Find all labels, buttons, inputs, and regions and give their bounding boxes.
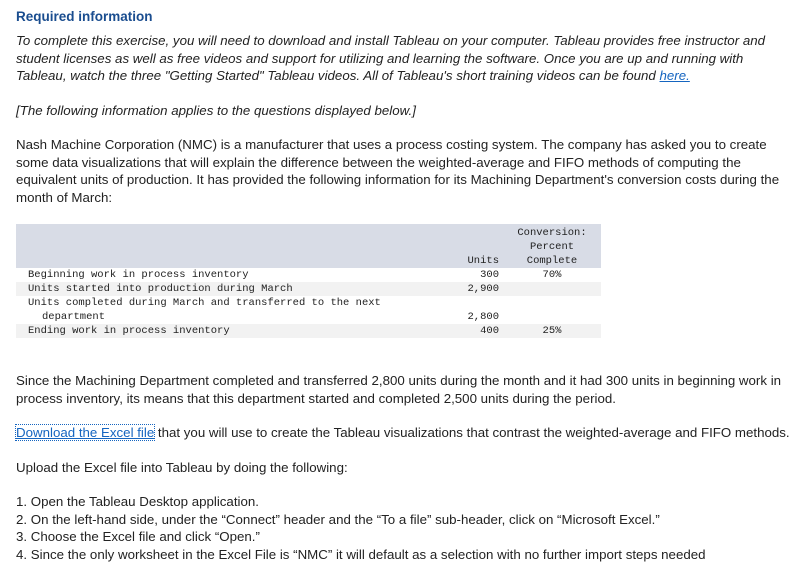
row-label: Units started into production during March (16, 282, 435, 296)
row-label: Ending work in process inventory (16, 324, 435, 338)
row-units: 300 (480, 269, 499, 281)
table-row-cont (16, 310, 601, 324)
step-item: 4. Since the only worksheet in the Excel File is “NMC” it will default as a selection with no further import steps needed (16, 546, 706, 562)
row-pct: 70% (542, 269, 562, 281)
header-units: Units (435, 254, 503, 268)
intro-paragraph (16, 32, 790, 85)
step-item: 3. Choose the Excel file and click “Open.” (16, 529, 260, 544)
header-conversion: Conversion: (503, 224, 601, 240)
download-excel-link[interactable]: Download the Excel file (16, 425, 155, 440)
intro-text: To complete this exercise, you will need to download and install Tableau on your computer. Tableau provides free instructor and student licenses as well as free videos and support for utilizing and learning the software. Once you are up and running with Tableau, watch the three "Getting Started" Tableau videos. All of Tableau's short training videos can be found (16, 33, 766, 83)
heading: Required information (16, 9, 153, 24)
row-label: department (42, 311, 106, 323)
row-label: Units completed during March and transferred to the next (28, 297, 381, 309)
header-percent: Percent (503, 240, 601, 254)
download-text: that you will use to create the Tableau visualizations that contrast the weighted-average and FIFO methods. (154, 425, 790, 440)
step-item: 2. On the left-hand side, under the “Connect” header and the “To a file” sub-header, click on “Microsoft Excel.” (16, 511, 660, 527)
upload-intro: Upload the Excel file into Tableau by doing the following: (16, 459, 348, 475)
table-row (16, 268, 601, 282)
header-complete: Complete (503, 254, 601, 268)
row-label: Beginning work in process inventory (28, 269, 249, 281)
row-units: 400 (435, 324, 503, 338)
row-pct: 25% (503, 324, 601, 338)
here-link[interactable]: here. (659, 68, 690, 83)
production-table (16, 224, 601, 338)
step-item: 1. Open the Tableau Desktop application. (16, 494, 259, 509)
since-text: Since the Machining Department completed and transferred 2,800 units during the month and it had 300 units in beginning work in process inventory, its means that this department started and completed 2,500 units during the period. (16, 373, 782, 406)
row-pct (503, 310, 601, 324)
scenario-text: Nash Machine Corporation (NMC) is a manufacturer that uses a process costing system. The company has asked you to create some data visualizations that will explain the difference between the weighted-average and FIFO methods of computing the equivalent units of production. It has provided the following information for its Machining Department's conversion costs during the month of March: (16, 137, 780, 205)
table-row (16, 282, 601, 296)
steps-list (16, 493, 790, 563)
table-row (16, 296, 601, 310)
applies-note: [The following information applies to the questions displayed below.] (16, 102, 416, 118)
download-paragraph (16, 424, 790, 442)
row-units: 2,900 (435, 282, 503, 296)
row-units: 2,800 (467, 311, 499, 323)
table-row (16, 324, 601, 338)
row-pct (503, 282, 601, 296)
